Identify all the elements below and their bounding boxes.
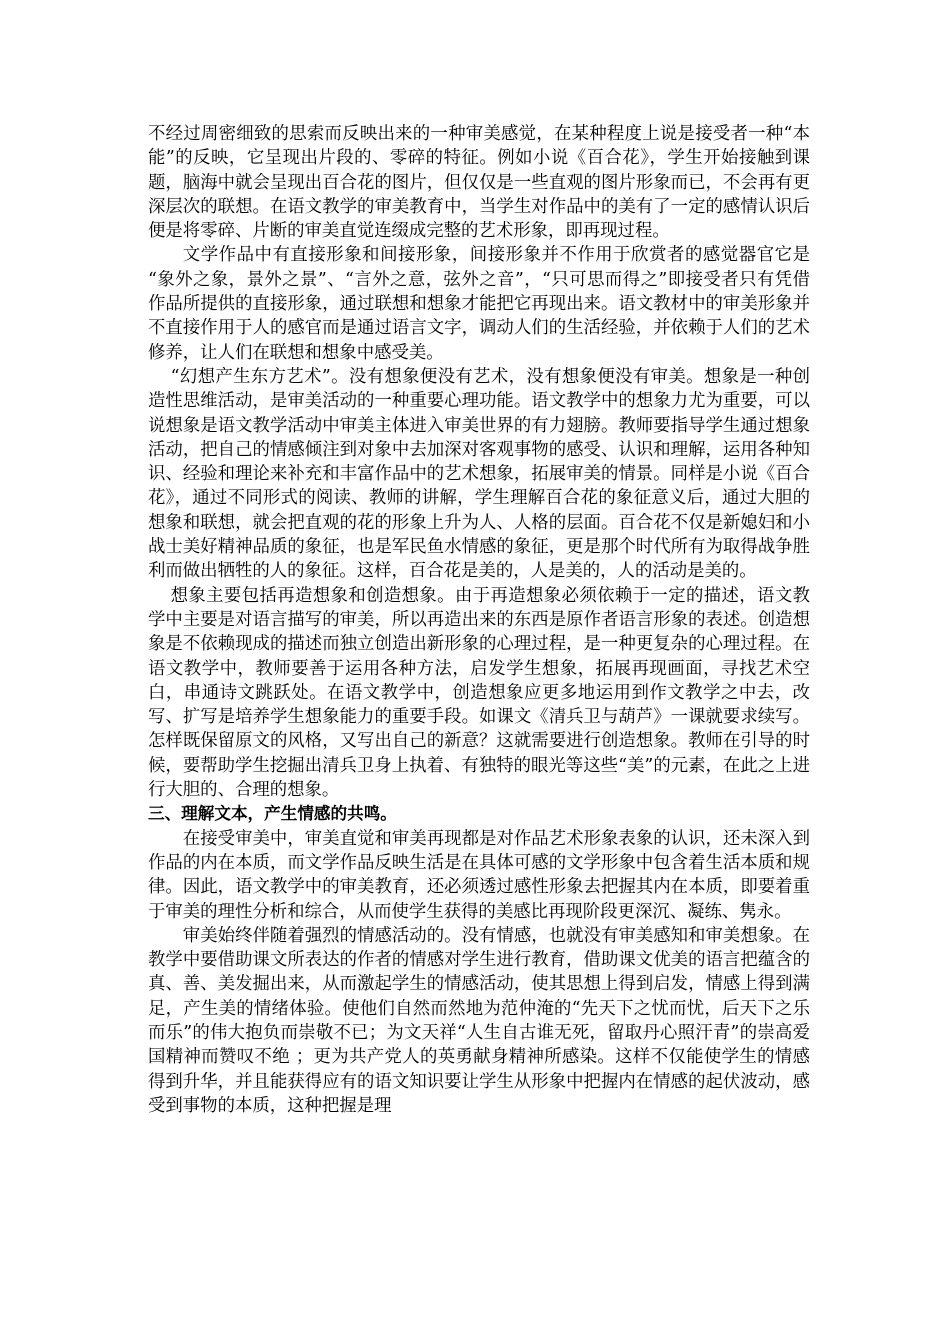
paragraph-reconstructive-creative-imagination: 想象主要包括再造想象和创造想象。由于再造想象必须依赖于一定的描述，语文教学中主要是对语言描写的审美，所以再造出来的东西是原作者语言形象的表述。创造想象是不依赖现成的描述而独立创造出新形象的心理过程，是一种更复杂的心理过程。在语文教学中，教师要善于运用各种方法，启发学生想象，拓展再现画面，寻找艺术空白，串通诗文跳跃处。在语文教学中，创造想象应更多地运用到作文教学之中去，改写、扩写是培养学生想象能力的重要手段。如课文《清兵卫与葫芦》一课就要求续写。怎样既保留原文的风格，又写出自己的新意？这就需要进行创造想象。教师在引导的时候，要帮助学生挖掘出清兵卫身上执着、有独特的眼光等这些“美”的元素，在此之上进行大胆的、合理的想象。 (148, 585, 810, 801)
paragraph-aesthetic-essence: 在接受审美中，审美直觉和审美再现都是对作品艺术形象表象的认识，还未深入到作品的内在本质，而文学作品反映生活是在具体可感的文学形象中包含着生活本质和规律。因此，语文教学中的审美教育，还必须透过感性形象去把握其内在本质，即要着重于审美的理性分析和综合，从而使学生获得的美感比再现阶段更深沉、凝练、隽永。 (148, 828, 810, 922)
paragraph-continuation: 不经过周密细致的思索而反映出来的一种审美感觉，在某种程度上说是接受者一种“本能”的反映，它呈现出片段的、零碎的特征。例如小说《百合花》，学生开始接触到课题，脑海中就会呈现出百合花的图片，但仅仅是一些直观的图片形象而已，不会再有更深层次的联想。在语文教学的审美教育中，当学生对作品中的美有了一定的感情认识后便是将零碎、片断的审美直觉连缀成完整的艺术形象，即再现过程。 (148, 124, 810, 242)
paragraph-emotional-activity: 审美始终伴随着强烈的情感活动的。没有情感，也就没有审美感知和审美想象。在教学中要借助课文所表达的作者的情感对学生进行教育，借助课文优美的语言把蕴含的真、善、美发掘出来，从而激起学生的情感活动，使其思想上得到启发，情感上得到满足，产生美的情绪体验。使他们自然而然地为范仲淹的“先天下之忧而忧，后天下之乐而乐”的伟大抱负而崇敬不已；为文天祥“人生自古谁无死，留取丹心照汗青”的崇高爱国精神而赞叹不绝 ；更为共产党人的英勇献身精神所感染。这样不仅能使学生的情感得到升华，并且能获得应有的语文知识要让学生从形象中把握内在情感的起伏波动，感受到事物的本质，这种把握是理 (148, 925, 810, 1116)
document-body (148, 122, 810, 1118)
paragraph-imagination-art: “幻想产生东方艺术”。没有想象便没有艺术，没有想象便没有审美。想象是一种创造性思维活动，是审美活动的一种重要心理功能。语文教学中的想象力尤为重要，可以说想象是语文教学活动中审美主体进入审美世界的有力翅膀。教师要指导学生通过想象活动，把自己的情感倾注到对象中去加深对客观事物的感受、认识和理解，运用各种知识、经验和理论来补充和丰富作品中的艺术想象，拓展审美的情景。同样是小说《百合花》，通过不同形式的阅读、教师的讲解，学生理解百合花的象征意义后，通过大胆的想象和联想，就会把直观的花的形象上升为人、人格的层面。百合花不仅是新媳妇和小战士美好精神品质的象征，也是军民鱼水情感的象征，更是那个时代所有为取得战争胜利而做出牺牲的人的象征。这样，百合花是美的，人是美的，人的活动是美的。 (148, 366, 810, 582)
paragraph-direct-indirect-image: 文学作品中有直接形象和间接形象，间接形象并不作用于欣赏者的感觉器官它是 “象外之象，景外之景”、“言外之意，弦外之音”，“只可思而得之”即接受者只有凭借作品所提供的直接形象，通过联想和想象才能把它再现出来。语文教材中的审美形象并不直接作用于人的感官而是通过语言文字，调动人们的生活经验，并依赖于人们的艺术修养，让人们在联想和想象中感受美。 (148, 245, 810, 363)
section-heading: 三、理解文本，产生情感的共鸣。 (148, 804, 397, 824)
